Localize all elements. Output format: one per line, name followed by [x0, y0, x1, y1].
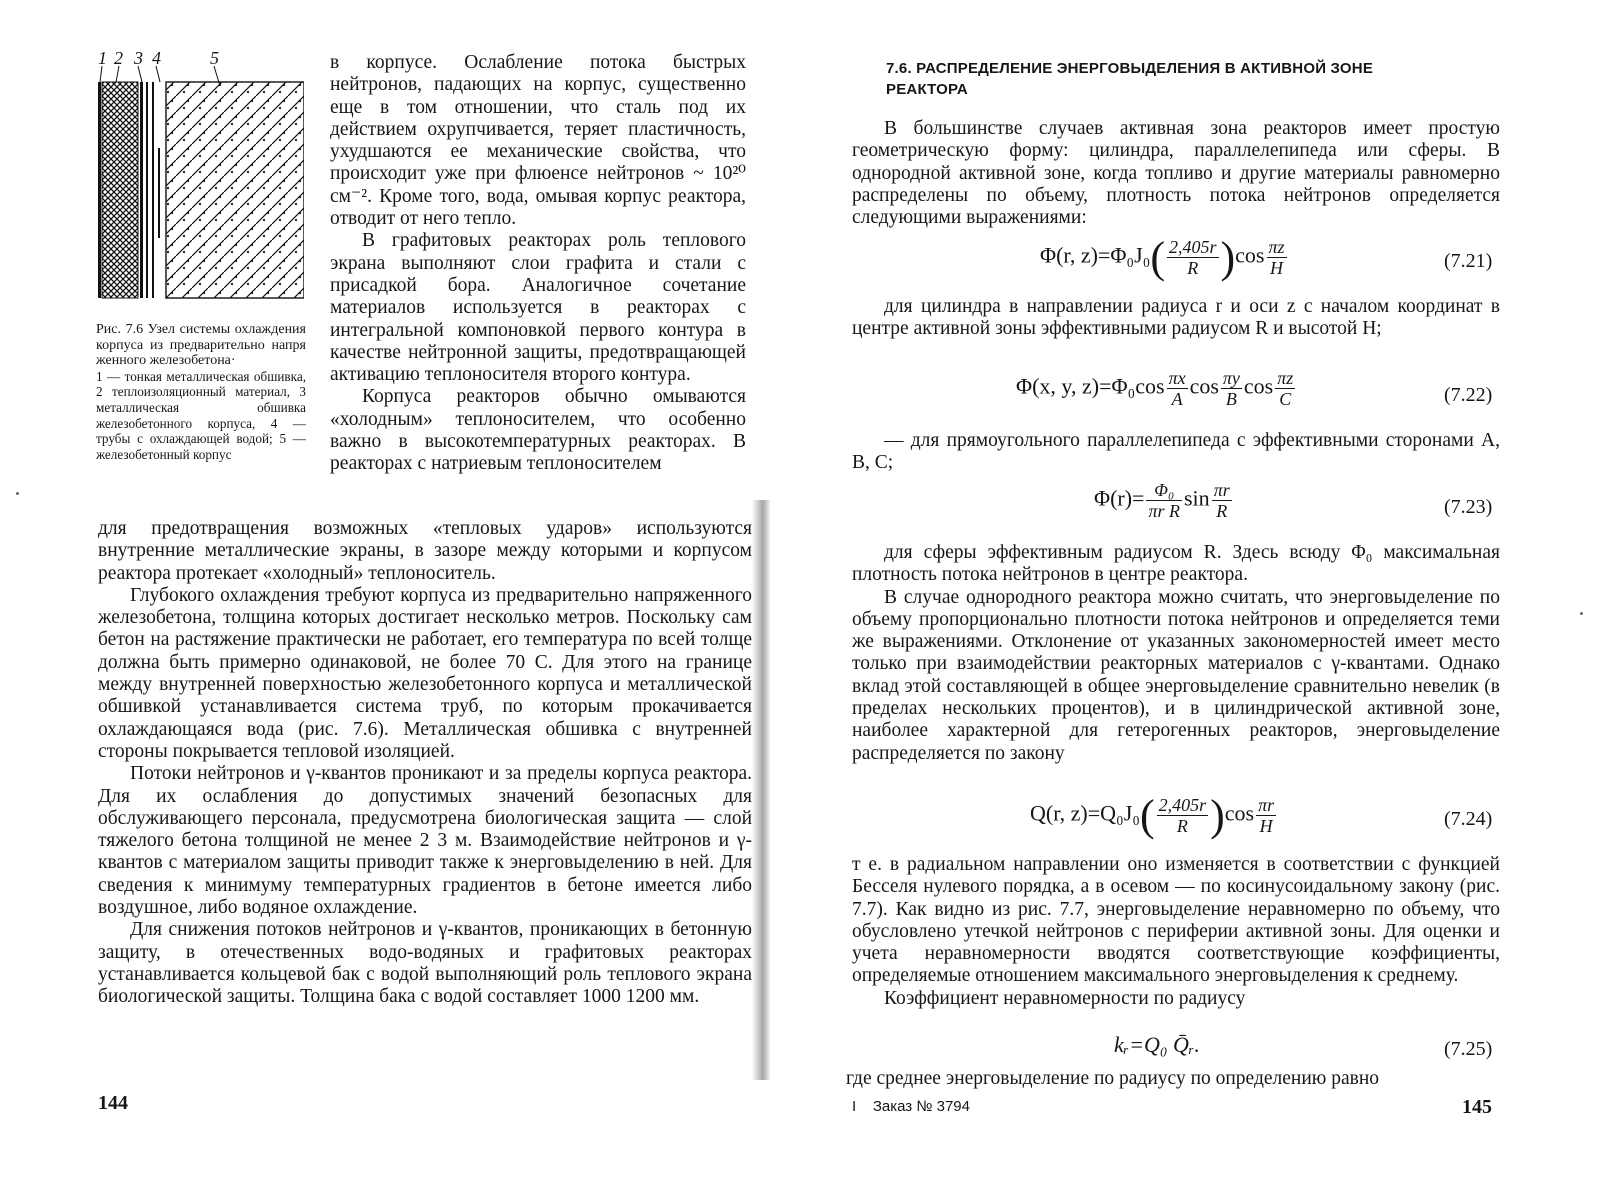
fraction: $\frac{\text{Φ₀}}{\text{πr R}}$ [1148, 480, 1180, 521]
text-after-7-22 [852, 430, 1500, 475]
equation-7-21: Φ(r, z)=Φ₀J₀( $\frac{2,405r}{R}$ )cos $\frac{\pi z}{H}$ [1040, 233, 1285, 282]
figure-label-4: 4 [152, 48, 161, 68]
page-number-left: 144 [98, 1092, 128, 1114]
side-column-text [330, 52, 746, 476]
paragraph: В большинстве случаев активная зона реакторов имеет простую геометрическую форму: цилиндра, параллелепипеда или сферы. В однородной активной зоне, когда топливо и другие материалы равномерно распределены по объему, плотность потока нейтронов определяется следующими выражениями: [852, 118, 1500, 229]
paragraph: Для снижения потоков нейтронов и γ-квантов, проникающих в бетонную защиту, в отечественных водо-водяных и графитовых реакторах устанавливается кольцевой бак с водой выполняющий роль теплового экрана биологической защиты. Толщина бака с водой составляет 1000 1200 мм. [98, 919, 752, 1008]
fraction: $\frac{\pi r}{R}$ [1213, 480, 1230, 521]
equation-7-25: kᵣ=Q₀ Q̄ᵣ. [1114, 1032, 1200, 1057]
equation-number: (7.23) [1444, 496, 1493, 518]
text-after-7-23 [852, 542, 1500, 765]
scan-speck [16, 492, 19, 495]
equation-number: (7.25) [1444, 1038, 1493, 1060]
figure-label-2: 2 [114, 48, 123, 68]
cooling-node-diagram [96, 48, 304, 300]
figure-label-3: 3 [134, 48, 143, 68]
text-after-7-21 [852, 296, 1500, 341]
paragraph: Коэффициент неравномерности по радиусу [884, 987, 1246, 1009]
footer-order-text: Заказ № 3794 [872, 1098, 970, 1115]
equation-number: (7.22) [1444, 384, 1493, 406]
left-page [0, 0, 790, 1185]
paragraph: Корпуса реакторов обычно омываются «холодным» теплоносителем, что особенно важно в высокотемпературных реакторах. В реакторах с натриевым теплоносителем [330, 386, 746, 475]
fraction: $\frac{2,405r}{R}$ [1169, 237, 1217, 278]
equation-7-23: Φ(r)= $\frac{\text{Φ₀}}{\text{πr R}}$ sin $\frac{\pi r}{R}$ [1094, 480, 1230, 521]
paragraph: Потоки нейтронов и γ-квантов проникают и за пределы корпуса реактора. Для их ослабления до допустимых значений безопасных для обслуживающего персонала, предусмотрена биологическая защита — слой тяжелого бетона толщиной не менее 2 3 м. Взаимодействие нейтронов и γ-квантов с материалом защиты приводит также к энерговыделению в ней. Для сведения к минимуму температурных градиентов в бетоне имеется либо воздушное, либо водяное охлаждение. [98, 763, 752, 919]
figure-label-1: 1 [98, 48, 107, 68]
paragraph: В случае однородного реактора можно считать, что энерговыделение по объему пропорционально плотности потока нейтронов и определяется теми же выражениями. Отклонение от указанных закономерностей имеет место только при взаимодействии реакторных материалов с γ-квантами. Однако вклад этой составляющей в общее энерговыделение сравнительно невелик (в пределах нескольких процентов), и в цилиндрической активной зоне, наиболее характерной для гетерогенных реакторов, энерговыделение распределяется по закону [852, 586, 1500, 764]
paragraph: где среднее энерговыделение по радиусу по определению равно [846, 1068, 1380, 1089]
paragraph: т е. в радиальном направлении оно изменяется в соответствии с функцией Бесселя нулевого порядка, а в осевом — по косинусоидальному закону (рис. 7.7). Как видно из рис. 7.7, энерговыделение неравномерно по объему, что обусловлено утечкой нейтронов с периферии активной зоны. Для оценки и учета неравномерности вводятся соответствующие коэффициенты, определяемые отношением максимального энерговыделения к среднему. [852, 854, 1500, 987]
equation-number: (7.24) [1444, 808, 1493, 830]
fraction: $\frac{\pi z}{C}$ [1277, 368, 1294, 409]
section-title: 7.6. РАСПРЕДЕЛЕНИЕ ЭНЕРГОВЫДЕЛЕНИЯ В АКТИВНОЙ ЗОНЕ РЕАКТОРА [886, 60, 1374, 98]
footer-order [852, 1098, 970, 1115]
figure-caption-title: Рис. 7.6 Узел системы охлаждения корпуса из предварительно напря женного железобетона· [96, 322, 306, 369]
fraction: $\frac{\pi r}{H}$ [1258, 795, 1275, 836]
figure-caption-items: 1 — тонкая металлическая обшивка, 2 теплоизоляционный материал, 3 металлическая обшивка железобетонного корпуса, 4 — трубы с охлаждающей водой; 5 — железобетонный корпус [96, 368, 306, 462]
binding-shadow [752, 500, 770, 1080]
equation-number: (7.21) [1444, 250, 1493, 272]
paragraph: — для прямоугольного параллелепипеда с эффективными сторонами A, B, C; [852, 430, 1500, 474]
intro-text [852, 118, 1500, 229]
paragraph: Глубокого охлаждения требуют корпуса из предварительно напряженного железобетона, толщина которых достигает несколько метров. Поскольку сам бетон на растяжение практически не работает, его температура по всей толще должна быть примерно одинаковой, не более 70 С. Для этого на границе между внутренней поверхностью железобетонного корпуса и металлической обшивкой устанавливается система труб, по которым прокачивается охлаждающаяся вода (рис. 7.6). Металлическая обшивка с внутренней стороны покрывается тепловой изоляцией. [98, 584, 752, 762]
equation-7-24: Q(r, z)=Q₀J₀( $\frac{2,405r}{R}$ )cos $\frac{\pi r}{H}$ [1030, 791, 1275, 840]
paragraph: для предотвращения возможных «тепловых ударов» используются внутренние металлические экраны, в зазоре между которыми и корпусом реактора протекает «холодный» теплоноситель. [98, 518, 752, 584]
fraction: $\frac{\pi y}{B}$ [1222, 368, 1240, 409]
footer-mark: I [852, 1098, 857, 1115]
figure-caption [96, 322, 306, 462]
scan-speck [1580, 612, 1583, 615]
fraction: $\frac{2,405r}{R}$ [1158, 795, 1207, 836]
figure-label-5: 5 [210, 48, 219, 68]
paragraph: в корпусе. Ослабление потока быстрых нейтронов, падающих на корпус, существенно еще в том отношении, что сталь под их действием охрупчивается, теряет пластичность, ухудшаются ее механические свойства, что происходит уже при флюенсе нейтронов ~ 10²⁰ см⁻². Кроме того, вода, омывая корпус реактора, отводит от него тепло. [330, 52, 746, 230]
last-line [846, 1068, 1500, 1090]
full-width-text [98, 518, 752, 1009]
figure-7-6 [96, 48, 304, 300]
paragraph: для цилиндра в направлении радиуса r и оси z с началом координат в центре активной зоны эффективными радиусом R и высотой H; [852, 296, 1500, 340]
equation-lhs: Φ(r, z)=Φ₀J₀ [1040, 242, 1151, 268]
text-after-7-24 [852, 854, 1500, 1010]
fraction: $\frac{\pi z}{H}$ [1268, 237, 1285, 278]
paragraph: для сферы эффективным радиусом R. Здесь всюду Φ₀ максимальная плотность потока нейтронов в центре реактора. [852, 542, 1500, 586]
page-number-right: 145 [1462, 1096, 1492, 1118]
fraction: $\frac{\pi x}{A}$ [1168, 368, 1186, 409]
equation-7-22: Φ(x, y, z)=Φ₀cos $\frac{\pi x}{A}$ cos $\frac{\pi y}{B}$ cos $\frac{\pi z}{C}$ [1016, 368, 1294, 409]
paragraph: В графитовых реакторах роль теплового экрана выполняют слои графита и стали с присадкой бора. Аналогичное сочетание материалов используется в реакторах с интегральной компоновкой первого контура в качестве нейтронной защиты, предотвращающей активацию теплоносителя второго контура. [330, 230, 746, 386]
